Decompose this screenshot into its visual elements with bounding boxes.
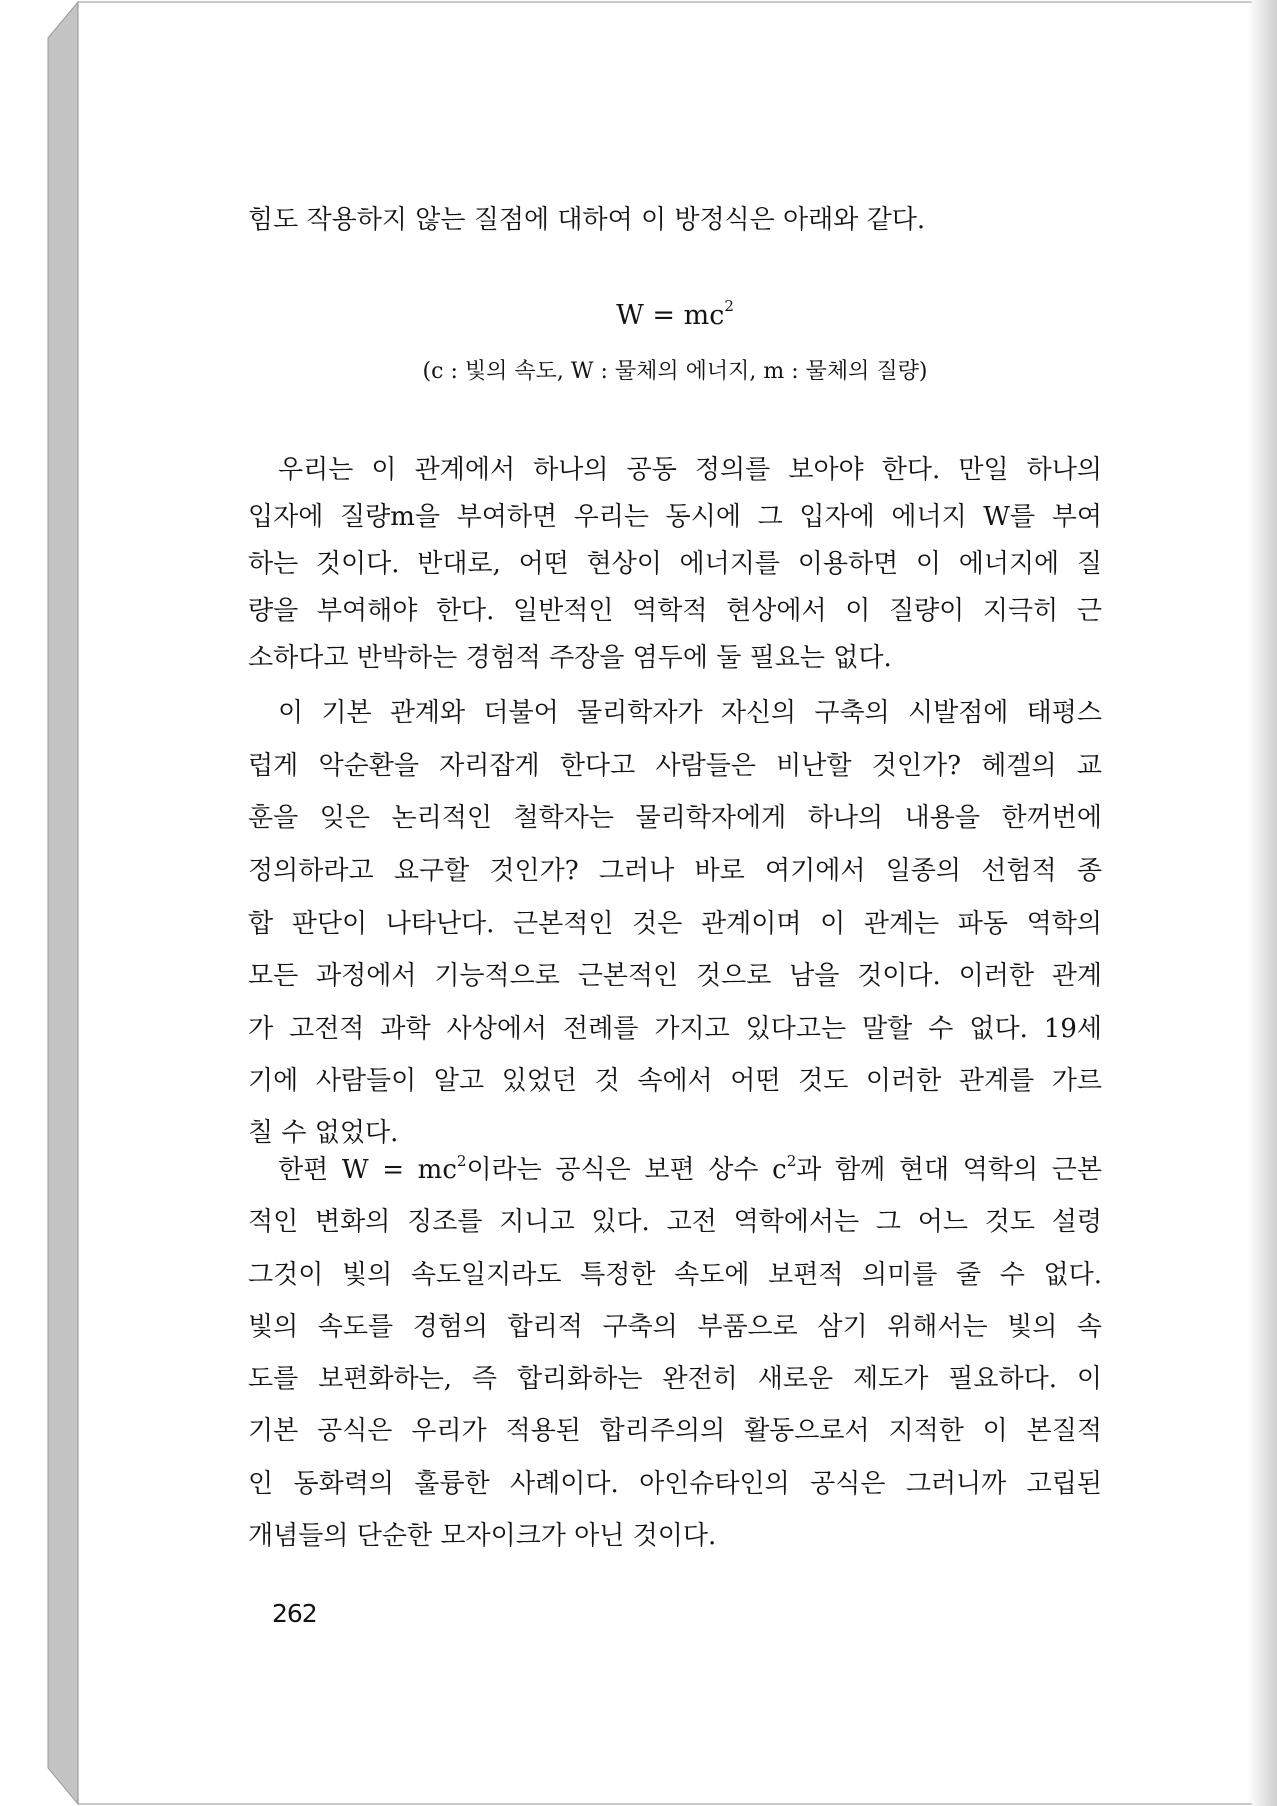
paragraph2-line: 이 기본 관계와 더불어 물리학자가 자신의 구축의 시발점에 태평스 <box>278 698 1102 728</box>
paragraph3-text: 이라는 공식은 보편 상수 c <box>466 1155 787 1185</box>
formula-exponent: 2 <box>724 297 734 315</box>
exponent: 2 <box>786 1152 797 1170</box>
paragraph1-line: 하는 것이다. 반대로, 어떤 현상이 에너지를 이용하면 이 에너지에 질 <box>248 549 1102 579</box>
paragraph1-line: 량을 부여해야 한다. 일반적인 역학적 현상에서 이 질량이 지극히 근 <box>248 596 1102 626</box>
paragraph3-first-line <box>248 1152 1102 1185</box>
intro-line: 힘도 작용하지 않는 질점에 대하여 이 방정식은 아래와 같다. <box>248 205 926 235</box>
exponent: 2 <box>456 1152 467 1170</box>
formula-caption: (c : 빛의 속도, W : 물체의 에너지, m : 물체의 질량) <box>422 359 928 384</box>
paragraph2-line: 칠 수 없었다. <box>248 1118 399 1148</box>
formula-body: W = mc <box>616 300 725 331</box>
paragraph1-line: 입자에 질량m을 부여하면 우리는 동시에 그 입자에 에너지 W를 부여 <box>248 502 1102 532</box>
paragraph3-text: 과 함께 현대 역학의 근본 <box>796 1155 1102 1185</box>
paragraph2-line: 럽게 악순환을 자리잡게 한다고 사람들은 비난할 것인가? 헤겔의 교 <box>248 751 1102 781</box>
paragraph1-line: 소하다고 반박하는 경험적 주장을 염두에 둘 필요는 없다. <box>248 643 892 673</box>
paragraph3-line: 도를 보편화하는, 즉 합리화하는 완전히 새로운 제도가 필요하다. 이 <box>248 1364 1102 1394</box>
paragraph3-text: 한편 W = mc <box>278 1155 457 1185</box>
paragraph2-line: 기에 사람들이 알고 있었던 것 속에서 어떤 것도 이러한 관계를 가르 <box>248 1066 1102 1096</box>
page-edge-shadow <box>1247 0 1277 1806</box>
paragraph3-line: 빛의 속도를 경험의 합리적 구축의 부품으로 삼기 위해서는 빛의 속 <box>248 1312 1102 1342</box>
paragraph2-line: 훈을 잊은 논리적인 철학자는 물리학자에게 하나의 내용을 한꺼번에 <box>248 803 1102 833</box>
paragraph2-line: 가 고전적 과학 사상에서 전례를 가지고 있다고는 말할 수 없다. 19세 <box>248 1014 1102 1044</box>
paragraph2-line: 정의하라고 요구할 것인가? 그러나 바로 여기에서 일종의 선험적 종 <box>248 856 1102 886</box>
paragraph3-line: 그것이 빛의 속도일지라도 특정한 속도에 보편적 의미를 줄 수 없다. <box>248 1260 1102 1290</box>
formula <box>248 297 1102 331</box>
paragraph3-line: 개념들의 단순한 모자이크가 아닌 것이다. <box>248 1521 717 1551</box>
paragraph2-line: 합 판단이 나타난다. 근본적인 것은 관계이며 이 관계는 파동 역학의 <box>248 909 1102 939</box>
paragraph3-line: 인 동화력의 훌륭한 사례이다. 아인슈타인의 공식은 그러니까 고립된 <box>248 1469 1102 1499</box>
page-number: 262 <box>272 1599 317 1628</box>
paragraph3-line: 적인 변화의 징조를 지니고 있다. 고전 역학에서는 그 어느 것도 설령 <box>248 1207 1102 1237</box>
paragraph1-line: 우리는 이 관계에서 하나의 공동 정의를 보아야 한다. 만일 하나의 <box>278 455 1102 485</box>
paragraph3-line: 기본 공식은 우리가 적용된 합리주의의 활동으로서 지적한 이 본질적 <box>248 1416 1102 1446</box>
paragraph2-line: 모든 과정에서 기능적으로 근본적인 것으로 남을 것이다. 이러한 관계 <box>248 961 1102 991</box>
